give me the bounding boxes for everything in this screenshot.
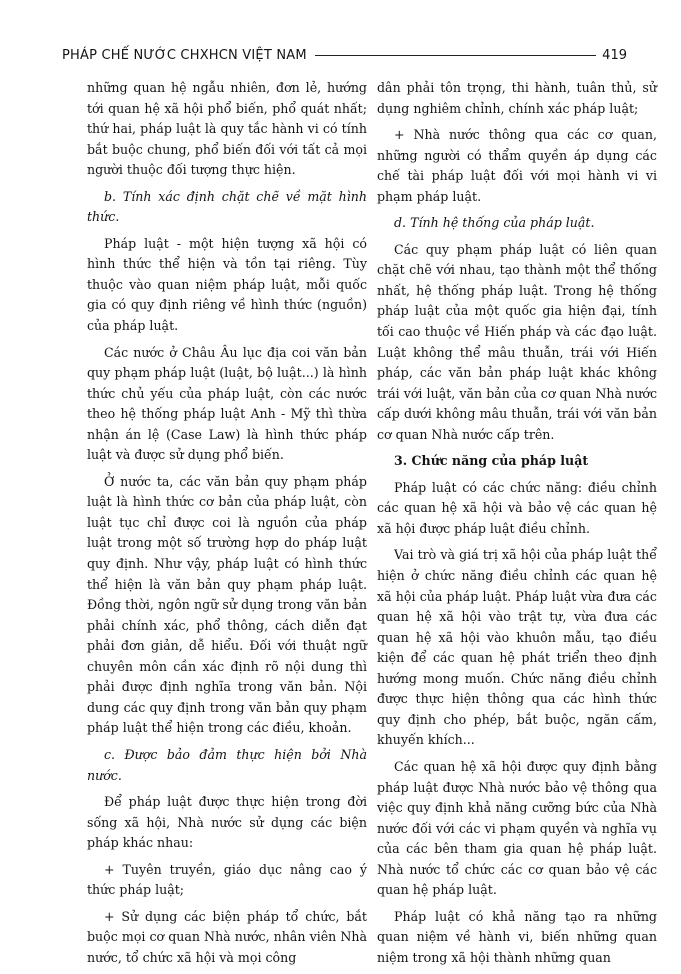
paragraph: Các quy phạm pháp luật có liên quan chặt chẽ với nhau, tạo thành một thể thống nhất, hệ thống pháp luật. Trong hệ thống pháp luật của một quốc gia hiện đại, tính tối cao thuộc về Hiến pháp và các đạo luật. Luật không thể mâu thuẫn, trái với Hiến pháp, các văn bản pháp luật khác không trái với luật, văn bản của cơ quan Nhà nước cấp dưới không mâu thuẫn, trái với văn bản cơ quan Nhà nước cấp trên. [377,241,657,442]
paragraph: Các quan hệ xã hội được quy định bằng pháp luật được Nhà nước bảo vệ thông qua việc quy định khả năng cưỡng bức của Nhà nước đối với các vi phạm quyền và nghĩa vụ của các bên tham gia quan hệ pháp luật. Nhà nước tổ chức các cơ quan bảo vệ các quan hệ pháp luật. [377,758,657,898]
paragraph: Các nước ở Châu Âu lục địa coi văn bản quy phạm pháp luật (luật, bộ luật...) là hình thức chủ yếu của pháp luật, còn các nước theo hệ thống pháp luật Anh - Mỹ thì thừa nhận án lệ (Case Law) là hình thức pháp luật và được sử dụng phổ biến. [87,344,367,463]
header-rule [315,55,596,56]
paragraph: Ở nước ta, các văn bản quy phạm pháp luật là hình thức cơ bản của pháp luật, còn luật tục chỉ được coi là nguồn của pháp luật trong một số trường hợp do pháp luật quy định. Như vậy, pháp luật có hình thức thể hiện là văn bản quy phạm pháp luật. Đồng thời, ngôn ngữ sử dụng trong văn bản phải chính xác, phổ thông, cách diễn đạt phải đơn giản, dễ hiểu. Đối với thuật ngữ chuyên môn cần xác định rõ nội dung thì phải được định nghĩa trong văn bản. Nội dung các quy định trong văn bản quy phạm pháp luật thể hiện trong các điều, khoản. [87,473,367,736]
running-header [62,44,627,66]
paragraph-continuation: những quan hệ ngẫu nhiên, đơn lẻ, hướng tới quan hệ xã hội phổ biến, phổ quát nhất; thứ hai, pháp luật là quy tắc hành vi có tính bắt buộc chung, phổ biến đối với tất cả mọi người thuộc đối tượng thực hiện. [87,80,367,178]
page-number: 419 [602,47,627,63]
list-item: + Tuyên truyền, giáo dục nâng cao ý thức pháp luật; [87,861,367,898]
running-title: PHÁP CHẾ NƯỚC CHXHCN VIỆT NAM [62,47,307,63]
section-heading: 3. Chức năng của pháp luật [394,453,589,469]
right-column [377,78,657,974]
subsection-heading: b. Tính xác định chặt chẽ về mặt hình thức. [87,188,367,225]
list-item: + Nhà nước thông qua các cơ quan, những người có thẩm quyền áp dụng các chế tài pháp luật đối với mọi hành vi vi phạm pháp luật. [377,127,657,204]
left-column [87,78,367,974]
paragraph: Pháp luật có khả năng tạo ra những quan niệm về hành vi, biến những quan niệm trong xã hội thành những quan [377,908,657,965]
paragraph: Vai trò và giá trị xã hội của pháp luật thể hiện ở chức năng điều chỉnh các quan hệ xã hội của pháp luật. Pháp luật vừa đưa các quan hệ xã hội vào trật tự, vừa đưa các quan hệ xã hội vào khuôn mẫu, tạo điều kiện để các quan hệ phát triển theo định hướng mong muốn. Chức năng điều chỉnh được thực hiện thông qua các hình thức quy định cho phép, bắt buộc, ngăn cấm, khuyến khích... [377,547,657,748]
subsection-heading: c. Được bảo đảm thực hiện bởi Nhà nước. [87,746,367,783]
paragraph: Để pháp luật được thực hiện trong đời sống xã hội, Nhà nước sử dụng các biện pháp khác nhau: [87,794,367,851]
subsection-heading: d. Tính hệ thống của pháp luật. [394,215,595,231]
paragraph: Pháp luật - một hiện tượng xã hội có hình thức thể hiện và tồn tại riêng. Tùy thuộc vào quan niệm pháp luật, mỗi quốc gia có quy định riêng về hình thức (nguồn) của pháp luật. [87,235,367,334]
paragraph-continuation: dân phải tôn trọng, thi hành, tuân thủ, sử dụng nghiêm chỉnh, chính xác pháp luật; [377,80,657,116]
list-item: + Sử dụng các biện pháp tổ chức, bắt buộc mọi cơ quan Nhà nước, nhân viên Nhà nước, tổ chức xã hội và mọi công [87,908,367,965]
paragraph: Pháp luật có các chức năng: điều chỉnh các quan hệ xã hội và bảo vệ các quan hệ xã hội được pháp luật điều chỉnh. [377,479,657,536]
